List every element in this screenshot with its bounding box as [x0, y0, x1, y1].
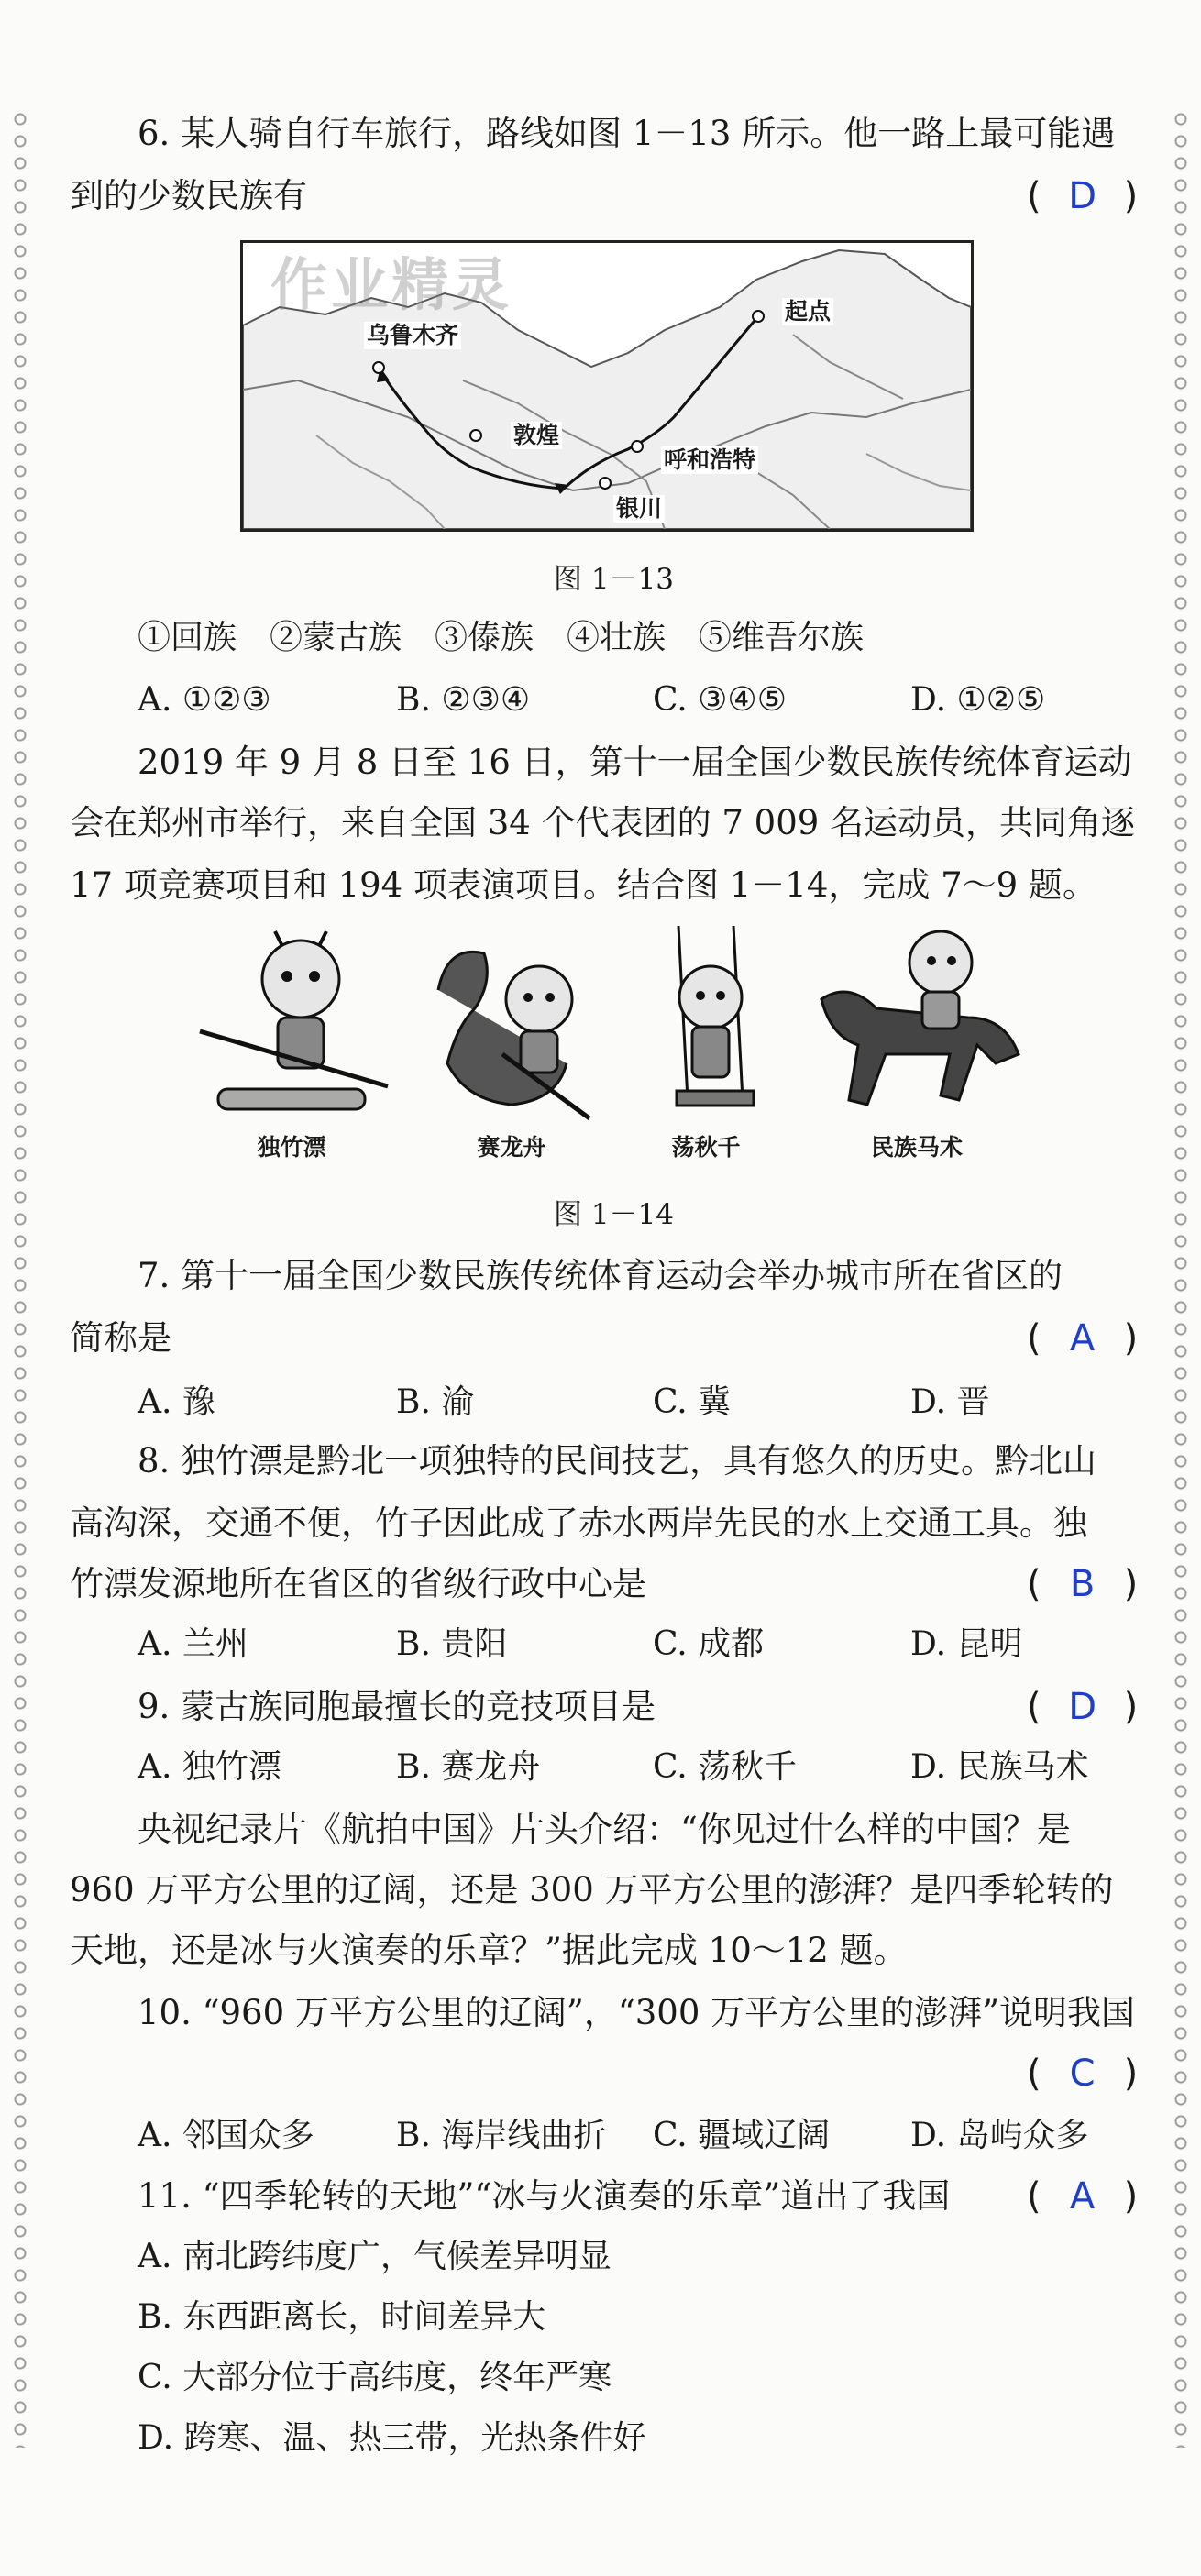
q7-option-c: C. 冀 — [653, 1383, 732, 1421]
q7-stem-line1: 7. 第十一届全国少数民族传统体育运动会举办城市所在省区的 — [138, 1256, 1063, 1295]
figure-label-dragon-boat: 赛龙舟 — [477, 1134, 546, 1161]
q10-option-d: D. 岛屿众多 — [910, 2117, 1089, 2154]
q10-stem-line1: 10. “960 万平方公里的辽阔”，“300 万平方公里的澎湃”说明我国 — [138, 1993, 1136, 2032]
q7-answer-bracket: ( A ) — [1027, 1315, 1138, 1362]
map-label-dunhuang: 敦煌 — [511, 422, 562, 449]
q11-stem-line1: 11. “四季轮转的天地”“冰与火演奏的乐章”道出了我国 — [138, 2176, 951, 2216]
q8-option-a: A. 兰州 — [138, 1625, 248, 1663]
swing-illustration — [605, 926, 807, 1128]
figure-label-swing: 荡秋千 — [671, 1134, 741, 1161]
q8-answer: B — [1069, 1563, 1096, 1605]
watermark: 作业精灵 — [270, 251, 513, 318]
map-label-hohhot: 呼和浩特 — [661, 446, 758, 474]
q10-answer: C — [1069, 2053, 1096, 2095]
q10-option-c: C. 疆域辽阔 — [653, 2117, 831, 2154]
dragon-boat-icon — [411, 926, 612, 1128]
intro1-line2: 会在郑州市举行，来自全国 34 个代表团的 7 009 名运动员，共同角逐 — [70, 803, 1136, 842]
q11-option-a: A. 南北跨纬度广，气候差异明显 — [138, 2238, 612, 2275]
figure-1-13-caption: 图 1－13 — [554, 563, 675, 596]
sports-mascot-figure — [183, 926, 1100, 1183]
q8-option-d: D. 昆明 — [910, 1625, 1023, 1663]
dragon-boat-illustration — [411, 926, 612, 1128]
q9-option-c: C. 荡秋千 — [653, 1748, 798, 1786]
q9-option-a: A. 独竹漂 — [138, 1748, 281, 1786]
map-label-yinchuan: 银川 — [613, 495, 665, 523]
map-label-start: 起点 — [782, 298, 833, 325]
q6-stem-line2: 到的少数民族有 — [70, 176, 307, 215]
bamboo-rafting-icon — [191, 926, 392, 1128]
figure-label-bamboo-rafting: 独竹漂 — [257, 1134, 326, 1161]
intro2-line3: 天地，还是冰与火演奏的乐章？”据此完成 10～12 题。 — [70, 1931, 908, 1970]
horse-riding-illustration — [803, 926, 1032, 1128]
figure-label-horse-riding: 民族马术 — [870, 1134, 963, 1161]
q7-option-a: A. 豫 — [138, 1383, 215, 1421]
horse-riding-icon — [803, 926, 1032, 1128]
q7-option-d: D. 晋 — [910, 1383, 990, 1421]
q11-option-b: B. 东西距离长，时间差异大 — [138, 2298, 546, 2336]
q11-answer-bracket: ( A ) — [1027, 2173, 1138, 2220]
q10-option-b: B. 海岸线曲折 — [396, 2117, 607, 2154]
q6-option-b: B. ②③④ — [396, 681, 531, 719]
figure-1-14-caption: 图 1－14 — [554, 1198, 675, 1231]
intro1-line3: 17 项竞赛项目和 194 项表演项目。结合图 1－14，完成 7～9 题。 — [70, 865, 1096, 905]
q10-option-a: A. 邻国众多 — [138, 2117, 314, 2154]
q6-answer: D — [1068, 175, 1097, 217]
q6-items: ①回族 ②蒙古族 ③傣族 ④壮族 ⑤维吾尔族 — [138, 619, 865, 656]
q6-answer-bracket: ( D ) — [1027, 172, 1138, 220]
q9-option-b: B. 赛龙舟 — [396, 1748, 541, 1786]
bamboo-rafting-illustration — [191, 926, 392, 1128]
intro1-line1: 2019 年 9 月 8 日至 16 日，第十一届全国少数民族传统体育运动 — [138, 743, 1132, 782]
q11-option-d: D. 跨寒、温、热三带，光热条件好 — [138, 2419, 646, 2457]
q11-answer: A — [1069, 2175, 1096, 2218]
q8-answer-bracket: ( B ) — [1027, 1560, 1138, 1608]
q9-answer: D — [1068, 1686, 1097, 1728]
intro2-line2: 960 万平方公里的辽阔，还是 300 万平方公里的澎湃？是四季轮转的 — [70, 1870, 1114, 1910]
q11-option-c: C. 大部分位于高纬度，终年严寒 — [138, 2359, 612, 2396]
q9-answer-bracket: ( D ) — [1027, 1683, 1138, 1731]
q6-option-a: A. ①②③ — [138, 681, 271, 719]
q8-stem-line2: 高沟深，交通不便，竹子因此成了赤水两岸先民的水上交通工具。独 — [70, 1503, 1087, 1543]
q8-option-b: B. 贵阳 — [396, 1625, 508, 1663]
swing-icon — [605, 926, 807, 1128]
q9-stem-line1: 9. 蒙古族同胞最擅长的竞技项目是 — [138, 1687, 656, 1726]
q7-option-b: B. 渝 — [396, 1383, 475, 1421]
q8-option-c: C. 成都 — [653, 1625, 765, 1663]
q9-option-d: D. 民族马术 — [910, 1748, 1089, 1786]
q8-stem-line3: 竹漂发源地所在省区的省级行政中心是 — [70, 1564, 646, 1603]
q7-answer: A — [1069, 1317, 1096, 1360]
intro2-line1: 央视纪录片《航拍中国》片头介绍：“你见过什么样的中国？是 — [138, 1810, 1071, 1849]
q8-stem-line1: 8. 独竹漂是黔北一项独特的民间技艺，具有悠久的历史。黔北山 — [138, 1441, 1097, 1481]
q7-stem-line2: 简称是 — [70, 1318, 171, 1358]
route-map-figure — [240, 240, 974, 532]
q6-stem-line1: 6. 某人骑自行车旅行，路线如图 1－13 所示。他一路上最可能遇 — [138, 114, 1116, 153]
map-label-urumqi: 乌鲁木齐 — [364, 322, 461, 349]
q6-option-c: C. ③④⑤ — [653, 681, 787, 719]
q6-option-d: D. ①②⑤ — [910, 681, 1046, 719]
q10-answer-bracket: ( C ) — [1027, 2050, 1138, 2097]
